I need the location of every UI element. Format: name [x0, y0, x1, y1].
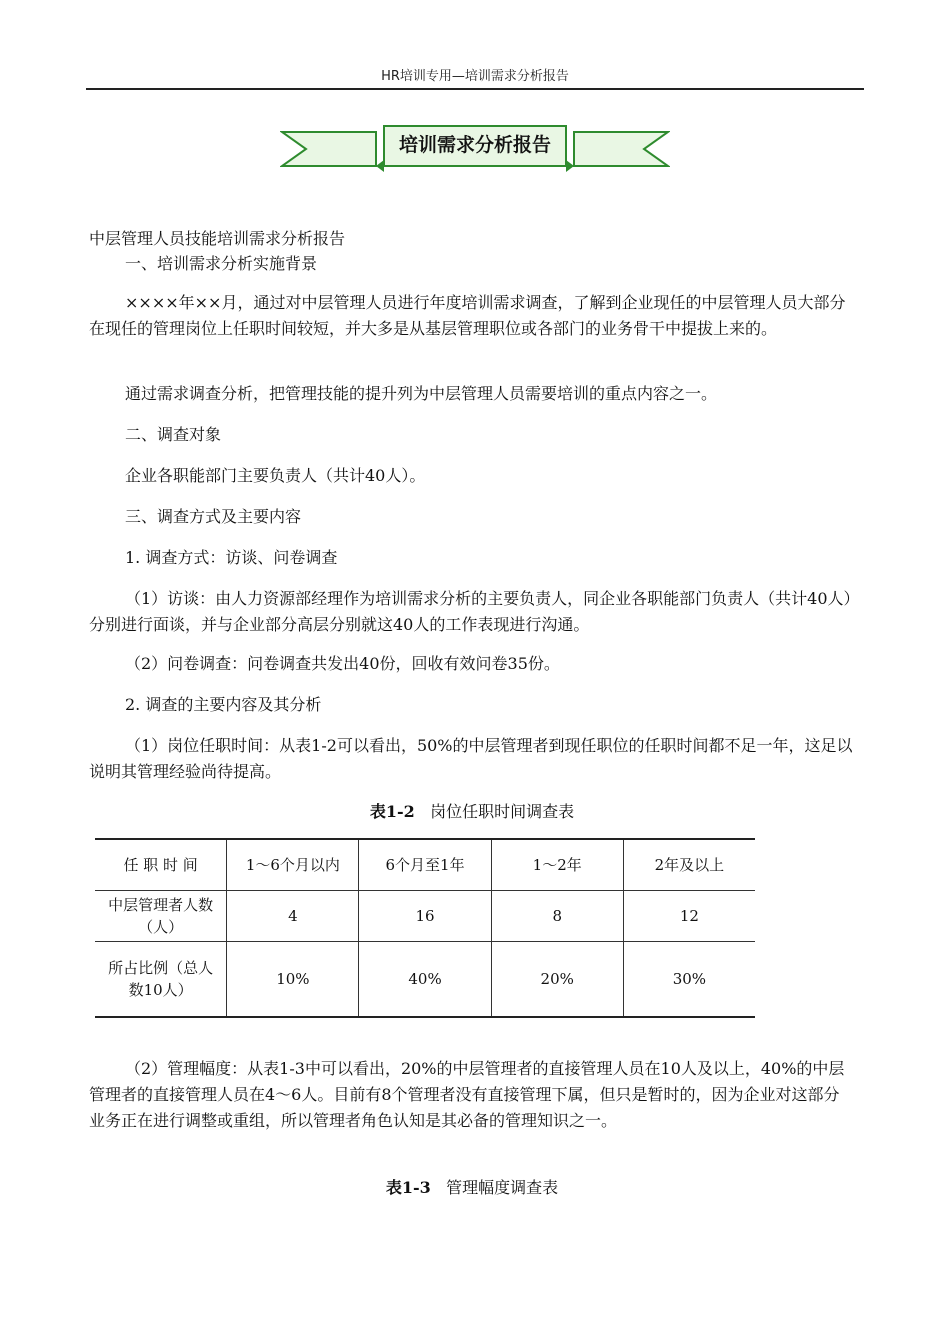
table-cell: 30% [623, 942, 755, 1018]
caption-text: 管理幅度调查表 [446, 1178, 559, 1197]
table-header-cell: 1～2年 [491, 839, 623, 891]
table-row [95, 942, 755, 1018]
doc-subtitle: 中层管理人员技能培训需求分析报告 [89, 229, 346, 248]
table-row [95, 891, 755, 942]
list-item-questionnaire: （2）问卷调查：问卷调查共发出40份，回收有效问卷35份。 [125, 654, 560, 673]
table-cell: 中层管理者人数（人） [95, 891, 227, 942]
table-header-cell: 6个月至1年 [359, 839, 491, 891]
table-cell: 16 [359, 891, 491, 942]
page-header: HR培训专用—培训需求分析报告 [86, 66, 864, 90]
list-item-span: （2）管理幅度：从表1-3中可以看出，20%的中层管理者的直接管理人员在10人及以上，40%的中层管理者的直接管理人员在4～6人。目前有8个管理者没有直接管理下属，但只是暂时的，因为企业对这部分业务正在进行调整或重组，所以管理者角色认知是其必备的管理知识之一。 [89, 1059, 845, 1130]
section-heading-2: 二、调查对象 [125, 425, 222, 444]
caption-text: 岗位任职时间调查表 [430, 802, 575, 821]
paragraph-background: ××××年××月，通过对中层管理人员进行年度培训需求调查，了解到企业现任的中层管理人员大部分在现任的管理岗位上任职时间较短，并大多是从基层管理职位或各部门的业务骨干中提拔上来的。 [89, 293, 846, 338]
title-banner [280, 118, 670, 174]
list-item-method: 1. 调查方式：访谈、问卷调查 [125, 548, 338, 567]
section-heading-3: 三、调查方式及主要内容 [125, 507, 302, 526]
table-header-cell: 任 职 时 间 [95, 839, 227, 891]
table-cell: 4 [227, 891, 359, 942]
table-cell: 20% [491, 942, 623, 1018]
table-caption-2 [89, 1176, 855, 1200]
paragraph-conclusion: 通过需求调查分析，把管理技能的提升列为中层管理人员需要培训的重点内容之一。 [125, 384, 718, 403]
table-cell: 40% [359, 942, 491, 1018]
table-cell: 10% [227, 942, 359, 1018]
table-cell: 8 [491, 891, 623, 942]
table-cell: 所占比例（总人数10人） [95, 942, 227, 1018]
caption-number: 表1-2 [369, 802, 415, 821]
table-header-cell: 1～6个月以内 [227, 839, 359, 891]
paragraph-subjects: 企业各职能部门主要负责人（共计40人）。 [125, 466, 426, 485]
list-item-content: 2. 调查的主要内容及其分析 [125, 695, 322, 714]
list-item-tenure: （1）岗位任职时间：从表1-2可以看出，50%的中层管理者到现任职位的任职时间都不足一年，这足以说明其管理经验尚待提高。 [89, 736, 853, 781]
list-item-interview: （1）访谈：由人力资源部经理作为培训需求分析的主要负责人，同企业各职能部门负责人（共计40人）分别进行面谈，并与企业部分高层分别就这40人的工作表现进行沟通。 [89, 589, 852, 634]
section-heading-1: 一、培训需求分析实施背景 [125, 254, 318, 273]
table-header-row [95, 839, 755, 891]
table-header-cell: 2年及以上 [623, 839, 755, 891]
tenure-table [95, 838, 755, 1018]
caption-number: 表1-3 [385, 1178, 431, 1197]
table-caption-1 [89, 800, 855, 824]
table-cell: 12 [623, 891, 755, 942]
banner-title: 培训需求分析报告 [398, 134, 551, 156]
